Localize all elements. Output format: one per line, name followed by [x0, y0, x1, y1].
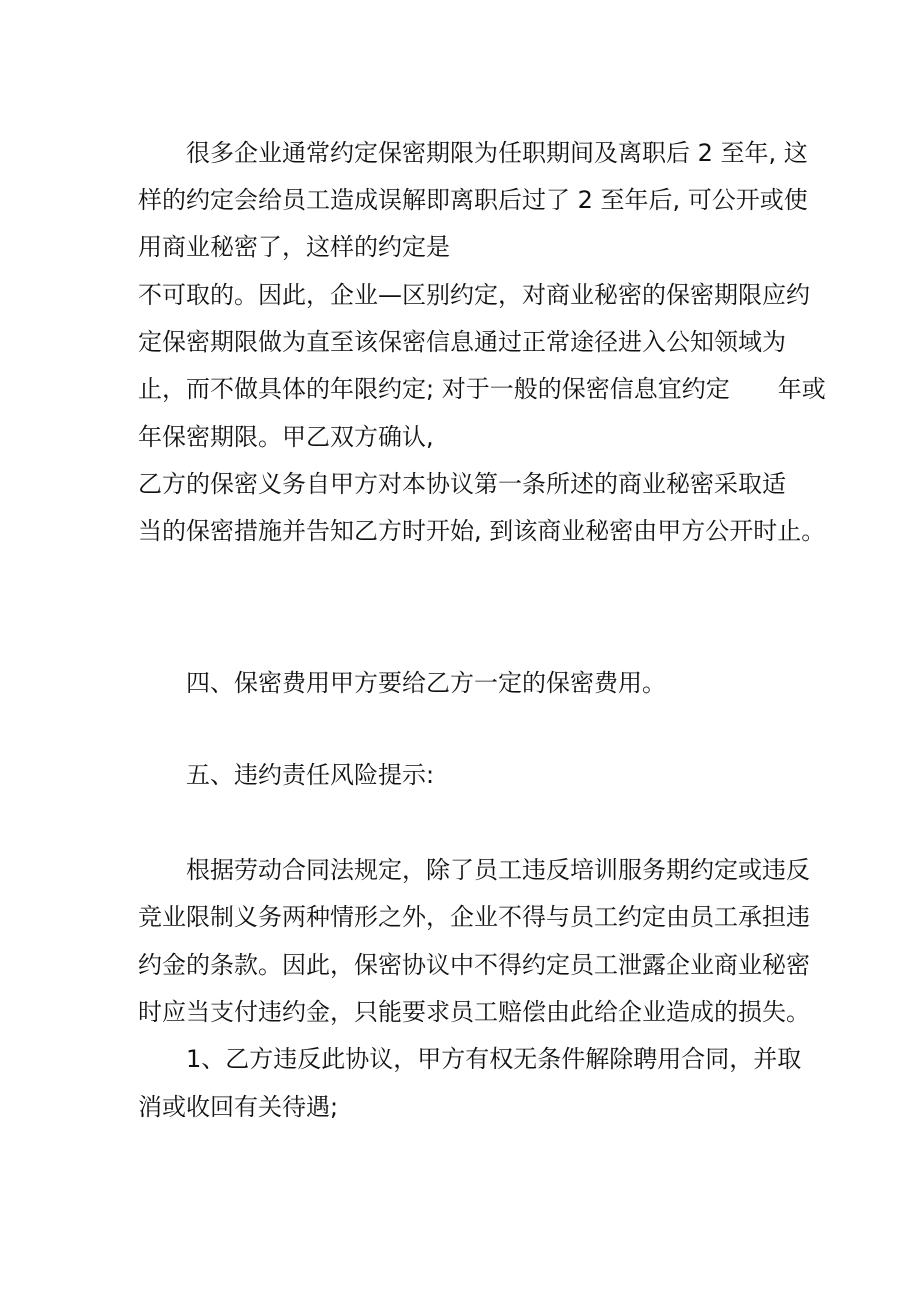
- paragraph-4-line-4: 时应当支付违约金，只能要求员工赔偿由此给企业造成的损失。: [138, 998, 810, 1026]
- paragraph-2-line-3: 止，而不做具体的年限约定; 对于一般的保密信息宜约定 年或: [138, 375, 826, 403]
- paragraph-3-line-1: 乙方的保密义务自甲方对本协议第一条所述的商业秘密采取适: [138, 470, 786, 498]
- paragraph-3-line-2: 当的保密措施并告知乙方时开始, 到该商业秘密由甲方公开时止。: [138, 517, 826, 545]
- item-1-line-2: 消或收回有关待遇;: [138, 1093, 339, 1121]
- paragraph-1-line-3: 用商业秘密了，这样的约定是: [138, 233, 450, 261]
- paragraph-4-line-1: 根据劳动合同法规定，除了员工违反培训服务期约定或违反: [186, 856, 810, 884]
- paragraph-1-line-2: 样的约定会给员工造成误解即离职后过了 2 至年后, 可公开或使: [138, 186, 808, 214]
- paragraph-1-line-1: 很多企业通常约定保密期限为任职期间及离职后 2 至年, 这: [186, 139, 808, 167]
- item-1-line-1: 1、乙方违反此协议，甲方有权无条件解除聘用合同，并取: [186, 1045, 802, 1073]
- paragraph-2-line-4: 年保密期限。甲乙双方确认,: [138, 423, 434, 451]
- paragraph-2-line-2: 定保密期限做为直至该保密信息通过正常途径进入公知领域为: [138, 328, 786, 356]
- paragraph-4-line-3: 约金的条款。因此，保密协议中不得约定员工泄露企业商业秘密: [138, 951, 810, 979]
- section-5-heading: 五、违约责任风险提示:: [186, 761, 435, 789]
- paragraph-4-line-2: 竞业限制义务两种情形之外，企业不得与员工约定由员工承担违: [138, 903, 810, 931]
- paragraph-2-line-1: 不可取的。因此，企业—区别约定，对商业秘密的保密期限应约: [138, 281, 810, 309]
- section-4-heading: 四、保密费用甲方要给乙方一定的保密费用。: [186, 669, 666, 697]
